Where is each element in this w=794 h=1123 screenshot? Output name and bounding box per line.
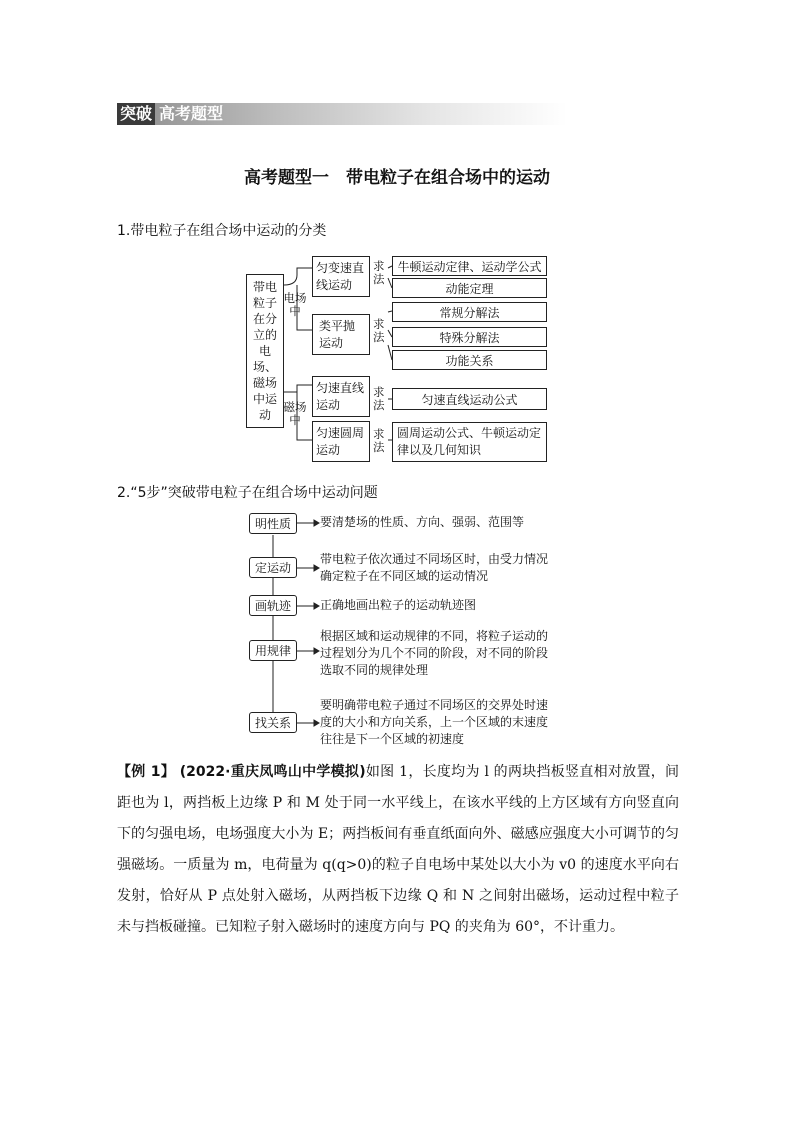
method-kinetic-energy: 动能定理	[392, 278, 547, 298]
qiufa-label-4: 求法	[373, 427, 385, 454]
method-special-decomposition: 特殊分解法	[392, 327, 547, 347]
qiufa-label-1: 求法	[373, 259, 385, 286]
step-4-desc: 根据区域和运动规律的不同，将粒子运动的过程划分为几个不同的阶段，对不同的阶段选取不同的规律处理	[320, 629, 549, 677]
qiufa-label-2: 求法	[373, 317, 385, 344]
page-title: 高考题型一 带电粒子在组合场中的运动	[244, 168, 550, 188]
magnetic-field-label: 磁场中	[283, 400, 307, 427]
step-1-desc: 要清楚场的性质、方向、强弱、范围等	[320, 515, 525, 529]
category-uniform-accel: 匀变速直线运动	[312, 256, 370, 297]
electric-field-label: 电场中	[283, 291, 307, 318]
step-5-box: 找关系	[249, 712, 297, 733]
step-1-box: 明性质	[249, 513, 297, 534]
example-text: 如图 1，长度均为 l 的两块挡板竖直相对放置，间距也为 l，两挡板上边缘 P 和 M 处于同一水平线上，在该水平线的上方区域有方向竖直向下的匀强电场，电场强度大小为 E；两挡板间有垂直纸面向外、磁感应强度大小可调节的匀强磁场。一质量为 m，电荷量为 q(q>0)的粒子自电场中某处以大小为 v0 的速度水平向右发射，恰好从 P 点处射入磁场，从两挡板下边缘 Q 和 N 之间射出磁场，运动过程中粒子未与挡板碰撞。已知粒子射入磁场时的速度方向与 PQ 的夹角为 60°，不计重力。	[117, 764, 679, 935]
category-circular: 匀速圆周运动	[312, 421, 370, 462]
root-label: 带电粒子在分立的电场、磁场中运动	[252, 280, 277, 422]
qiufa-label-3: 求法	[373, 385, 385, 412]
step-2-box: 定运动	[249, 557, 297, 578]
step-4-box: 用规律	[249, 640, 297, 661]
section-2-heading: 2.“5步”突破带电粒子在组合场中运动问题	[117, 485, 378, 501]
banner-label: 高考题型	[159, 104, 224, 123]
example-paragraph	[117, 757, 679, 943]
section-1-heading: 1.带电粒子在组合场中运动的分类	[117, 223, 327, 239]
step-5-desc: 要明确带电粒子通过不同场区的交界处时速度的大小和方向关系，上一个区域的末速度往往是下一个区域的初速度	[320, 698, 549, 746]
method-newton-kinematics: 牛顿运动定律、运动学公式	[392, 256, 547, 276]
example-source: (2022·重庆凤鸣山中学模拟)	[179, 764, 366, 780]
step-3-box: 画轨迹	[249, 595, 297, 616]
step-2-desc: 带电粒子依次通过不同场区时，由受力情况确定粒子在不同区域的运动情况	[320, 552, 549, 583]
root-box	[246, 274, 284, 428]
method-circular-formula: 圆周运动公式、牛顿运动定律以及几何知识	[392, 422, 547, 462]
category-projectile: 类平抛运动	[312, 314, 370, 355]
method-standard-decomposition: 常规分解法	[392, 302, 547, 322]
method-work-energy: 功能关系	[392, 350, 547, 370]
category-uniform-linear: 匀速直线运动	[312, 376, 370, 417]
example-tag: 【例 1】	[117, 764, 176, 780]
banner-label-dark: 突破	[117, 103, 155, 125]
step-3-desc: 正确地画出粒子的运动轨迹图	[320, 598, 477, 612]
method-uniform-linear-formula: 匀速直线运动公式	[392, 388, 547, 410]
